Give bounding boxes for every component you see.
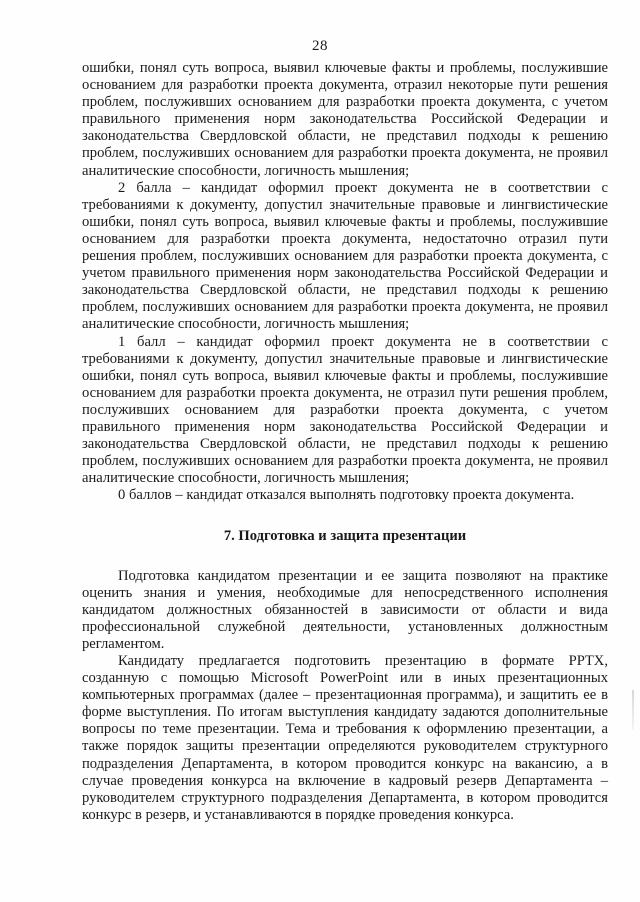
section-heading: 7. Подготовка и защита презентации xyxy=(223,528,467,545)
paragraph-presentation-requirements: Кандидату предлагается подготовить презентацию в формате PPTX, созданную с помощью Microsoft PowerPoint или в иных презентационных компьютерных программах (далее – презентационная программа), и защитить ее в форме выступления. По итогам выступления кандидату задаются дополнительные вопросы по теме презентации. Тема и требования к оформлению презентации, а также порядок защиты презентации определяются руководителем структурного подразделения Департамента, в котором проводится конкурс на вакансию, а в случае проведения конкурса на включение в кадровый резерв Департамента – руководителем структурного подразделения Департамента, в котором проводится конкурс в резерв, и устанавливаются в порядке проведения конкурса. xyxy=(82,653,608,823)
paragraph-presentation-intro: Подготовка кандидатом презентации и ее защита позволяют на практике оценить знания и умения, необходимые для непосредственного исполнения кандидатом должностных обязанностей в зависимости от области и вида профессиональной служебной деятельности, установленных должностным регламентом. xyxy=(82,567,608,652)
scan-artifact xyxy=(632,690,634,730)
page-number: 28 xyxy=(312,38,328,54)
paragraph-score-1: 1 балл – кандидат оформил проект документа не в соответствии с требованиями к документу, допустил значительные правовые и лингвистические ошибки, понял суть вопроса, выявил ключевые факты и проблемы, послужившие основанием для разработки проекта документа, не отразил пути решения проблем, послуживших основанием для разработки проекта документа, с учетом правильного применения норм законодательства Российской Федерации и законодательства Свердловской области, не представил подходы к решению проблем, послуживших основанием для разработки проекта документа, не проявил аналитические способности, логичность мышления; xyxy=(82,333,608,487)
paragraph-score-2: 2 балла – кандидат оформил проект документа не в соответствии с требованиями к документу, допустил значительные правовые и лингвистические ошибки, понял суть вопроса, выявил ключевые факты и проблемы, послужившие основанием для разработки проекта документа, недостаточно отразил пути решения проблем, послуживших основанием для разработки проекта документа, с учетом правильного применения норм законодательства Российской Федерации и законодательства Свердловской области, не представил подходы к решению проблем, послуживших основанием для разработки проекта документа, не проявил аналитические способности, логичность мышления; xyxy=(82,179,608,333)
paragraph-score-0: 0 баллов – кандидат отказался выполнять подготовку проекта документа. xyxy=(118,487,575,504)
paragraph-continuation: ошибки, понял суть вопроса, выявил ключевые факты и проблемы, послужившие основанием для разработки проекта документа, отразил некоторые пути решения проблем, послуживших основанием для разработки проекта документа, с учетом правильного применения норм законодательства Российской Федерации и законодательства Свердловской области, не представил подходы к решению проблем, послуживших основанием для разработки проекта документа, не проявил аналитические способности, логичность мышления; xyxy=(82,60,608,179)
page-content xyxy=(82,60,608,824)
